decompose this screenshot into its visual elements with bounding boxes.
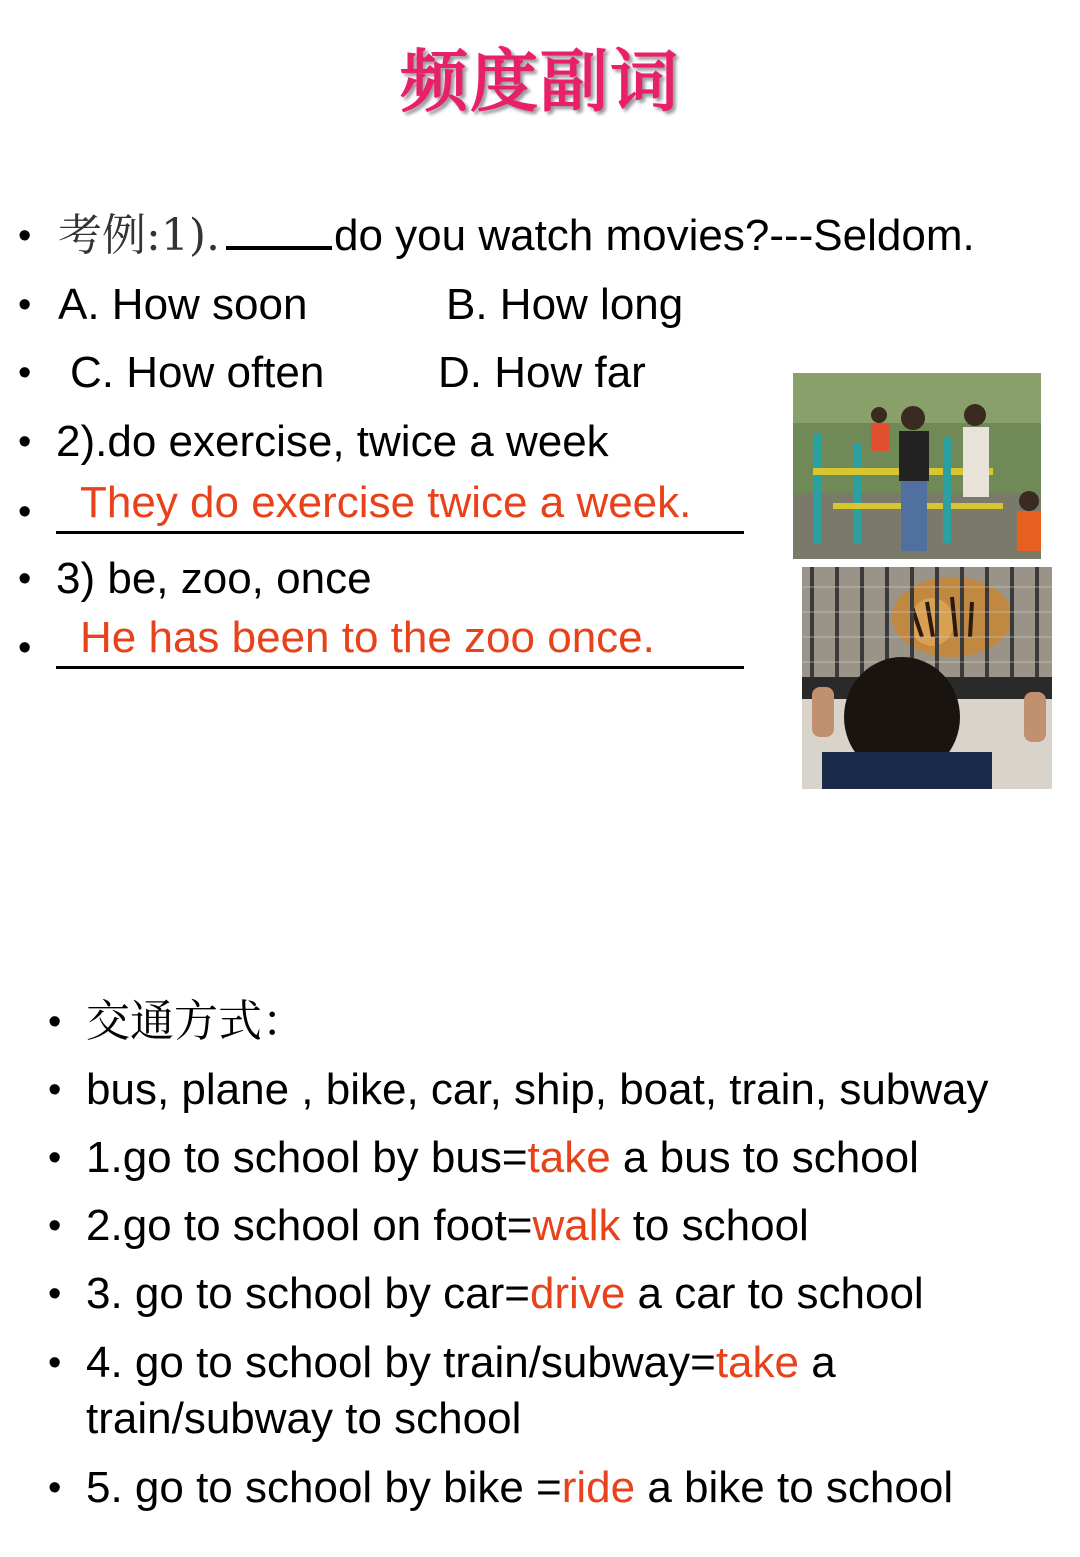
answer-3: He has been to the zoo once. [56,613,744,669]
answer-blank [226,212,332,250]
bullet: • [18,558,32,600]
bullet: • [18,491,32,533]
transport-heading: 交通方式： [86,996,306,1047]
bullet: • [18,352,32,394]
bullet: • [48,1467,62,1509]
question-1-prefix: 考例:1). [58,210,220,261]
item-verb: walk [532,1201,621,1250]
option-a: A. How soon [58,280,308,329]
vehicle-list: bus, plane , bike, car, ship, boat, train, subway [86,1065,989,1114]
bullet: • [18,627,32,669]
option-b: B. How long [446,280,684,329]
list-item [86,1462,953,1514]
bullet: • [48,1069,62,1111]
answer-2: They do exercise twice a week. [56,478,744,534]
bullet: • [48,1342,62,1384]
list-item [86,1132,919,1184]
item-text: 4. go to school by train/subway= [86,1338,716,1387]
item-verb: take [715,1338,799,1387]
item-text: a bus to school [610,1133,919,1182]
bullet: • [48,1273,62,1315]
list-item [86,1268,924,1320]
question-3: 3) be, zoo, once [56,554,372,603]
item-verb: drive [529,1269,626,1318]
bullet: • [48,1205,62,1247]
question-1 [58,210,975,262]
bullet: • [48,1001,62,1043]
item-text: 5. go to school by bike = [86,1463,562,1512]
list-item [86,1200,809,1252]
item-verb: ride [561,1463,636,1512]
bullet: • [18,215,32,257]
zoo-photo [802,567,1052,789]
page-title: 频度副词 [399,42,680,122]
bullet: • [18,421,32,463]
list-item [86,1337,836,1389]
list-item-continued: train/subway to school [86,1394,522,1443]
exercise-photo [793,373,1041,559]
item-text: 1.go to school by bus= [86,1133,528,1182]
question-2: 2).do exercise, twice a week [56,417,609,466]
bullet: • [48,1137,62,1179]
question-1-text: do you watch movies?---Seldom. [333,211,975,260]
item-text: a car to school [625,1269,924,1318]
option-d: D. How far [438,348,646,397]
item-text: a [799,1338,836,1387]
item-text: 3. go to school by car= [86,1269,530,1318]
item-verb: take [527,1133,611,1182]
item-text: a bike to school [635,1463,954,1512]
bullet: • [18,284,32,326]
option-c: C. How often [70,348,325,397]
item-text: to school [620,1201,809,1250]
item-text: 2.go to school on foot= [86,1201,533,1250]
